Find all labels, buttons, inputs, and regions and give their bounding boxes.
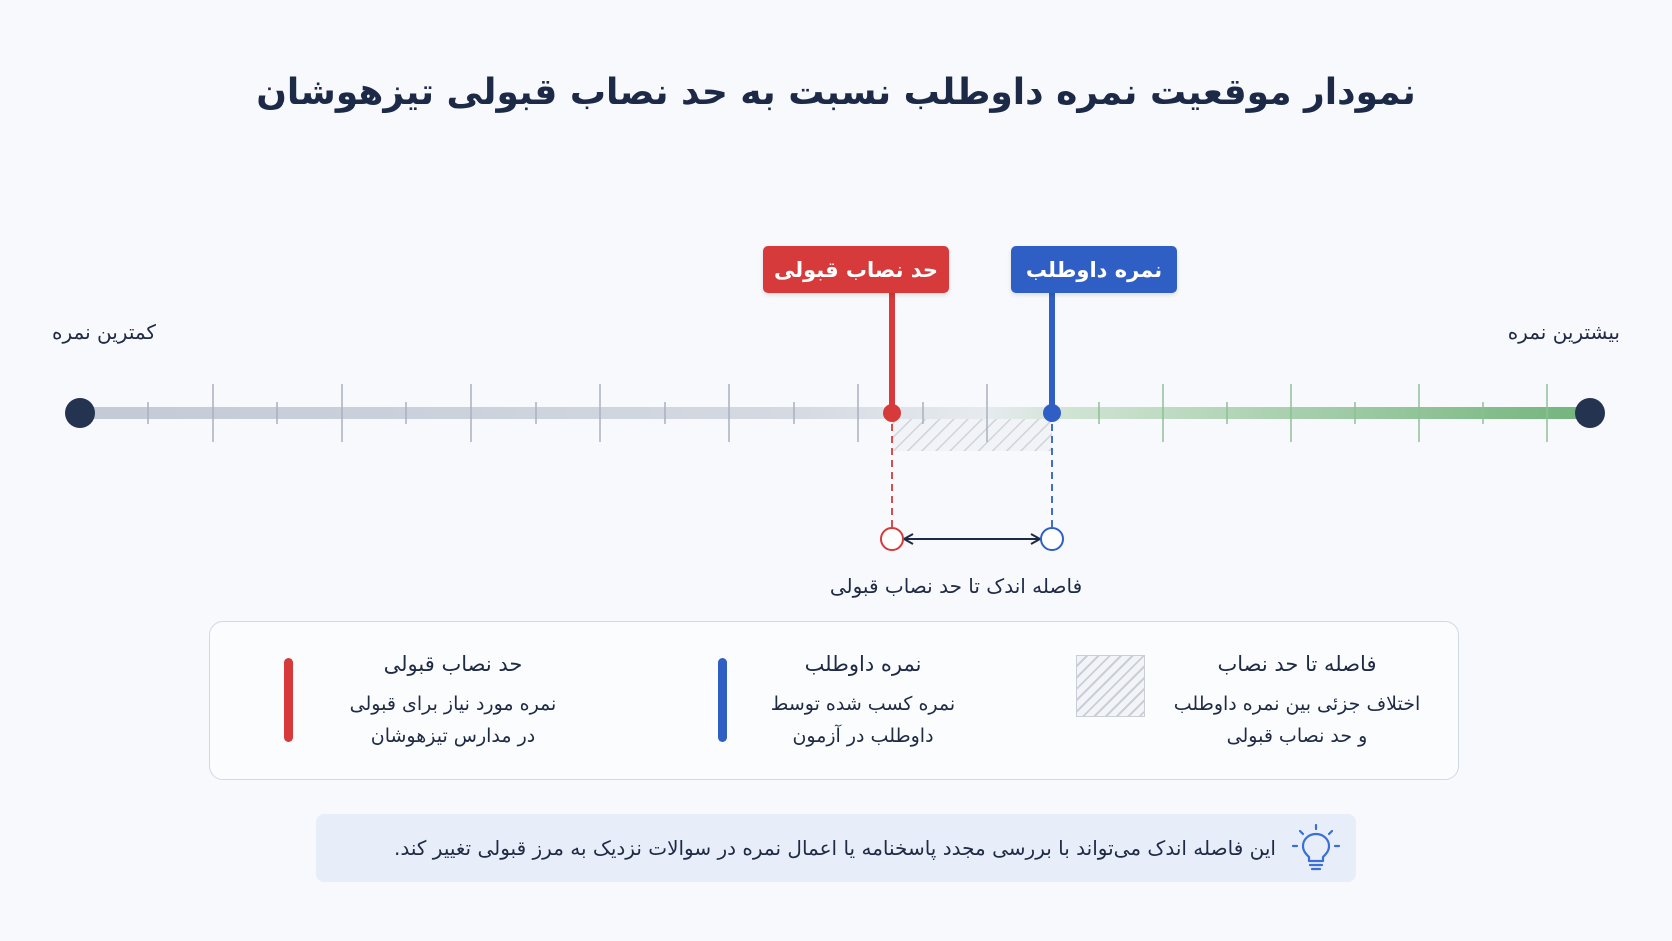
threshold-ring [881, 528, 903, 550]
threshold-point [883, 404, 901, 422]
gap-caption: فاصله اندک تا حد نصاب قبولی [829, 574, 1083, 598]
tip-text: این فاصله اندک می‌تواند با بررسی مجدد پاسخنامه یا اعمال نمره در سوالات نزدیک به مرز قبولی تغییر کند. [394, 836, 1276, 860]
gap-swatch [1076, 655, 1145, 717]
threshold-flag: حد نصاب قبولی [763, 246, 949, 293]
lightbulb-icon [1290, 822, 1342, 874]
legend-title: حد نصاب قبولی [383, 652, 523, 676]
max-score-label: بیشترین نمره [1507, 320, 1620, 344]
candidate-ring [1041, 528, 1063, 550]
legend-item-threshold [328, 652, 578, 752]
candidate-point [1043, 404, 1061, 422]
page-title: نمودار موقعیت نمره داوطلب نسبت به حد نصاب قبولی تیزهوشان [256, 72, 1416, 113]
legend-description: نمره مورد نیاز برای قبولی [349, 693, 557, 715]
legend-title: نمره داوطلب [804, 652, 922, 676]
candidate-flag: نمره داوطلب [1011, 246, 1177, 293]
legend-description: و حد نصاب قبولی [1226, 725, 1368, 747]
candidate-swatch [718, 658, 727, 742]
legend-box [209, 621, 1459, 780]
legend-description: نمره کسب شده توسط [770, 693, 956, 715]
legend-description: اختلاف جزئی بین نمره داوطلب [1173, 693, 1421, 715]
max-endpoint [1575, 398, 1605, 428]
legend-description: در مدارس تیزهوشان [370, 725, 536, 747]
tip-banner [316, 814, 1356, 882]
gap-hatched-area [892, 418, 1052, 451]
legend-item-gap [1152, 652, 1442, 752]
min-endpoint [65, 398, 95, 428]
legend-item-candidate [748, 652, 978, 752]
legend-title: فاصله تا حد نصاب [1217, 652, 1377, 676]
min-score-label: کمترین نمره [52, 320, 156, 344]
legend-description: داوطلب در آزمون [792, 725, 934, 747]
threshold-swatch [284, 658, 293, 742]
